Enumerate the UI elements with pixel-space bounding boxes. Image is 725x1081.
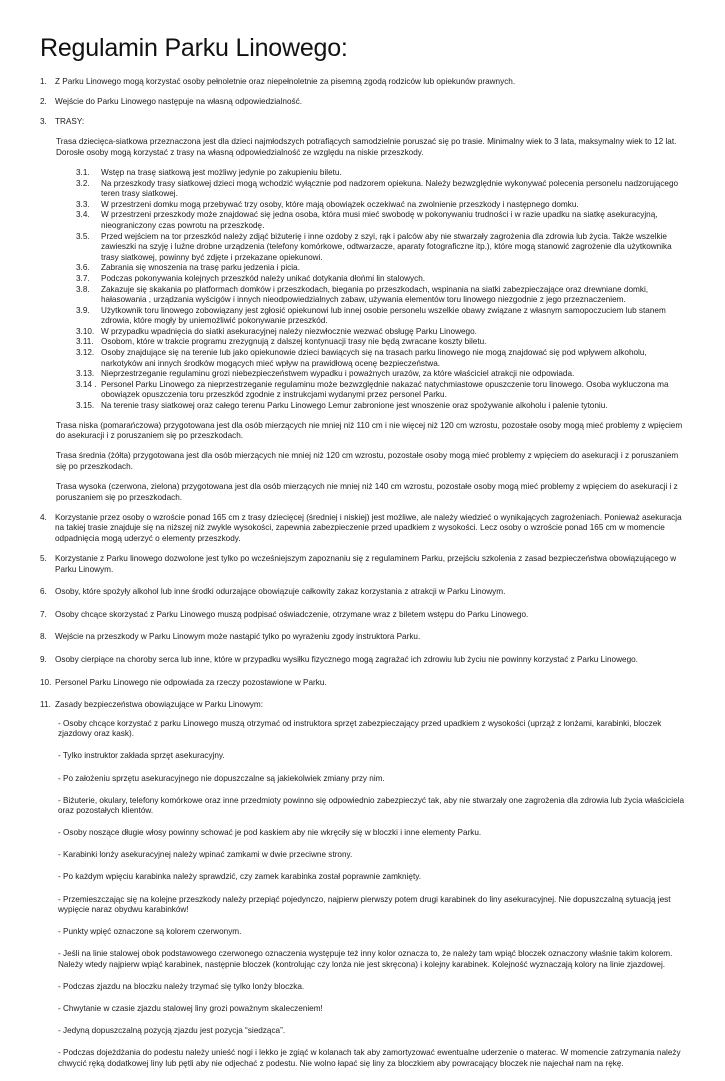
sub-item-text: Podczas pokonywania kolejnych przeszkód należy unikać dotykania dłońmi lin stalowych. <box>101 273 426 283</box>
list-item <box>40 655 690 666</box>
sub-item-number: 3.3. <box>76 199 90 209</box>
sub-item-number: 3.6. <box>76 263 90 273</box>
sub-item-text: Na terenie trasy siatkowej oraz całego terenu Parku Linowego Lemur zabronione jest wnoszenie oraz spożywanie alkoholu i palenie tytoniu. <box>101 401 608 411</box>
sub-list-item <box>40 263 690 274</box>
sub-item-text: Na przeszkody trasy siatkowej dzieci mogą wchodzić wyłącznie pod nadzorem opiekuna. Należy bezwzględnie wykonywać polecenia personelu nadzorującego teren trasy siatkowej. <box>101 178 679 199</box>
item-text: TRASY: <box>55 117 85 127</box>
safety-rule: - Biżuterie, okulary, telefony komórkowe oraz inne przedmioty powinno się odpowiednio zabezpieczyć tak, aby nie stwarzały one zagrożenia dla zdrowia lub życia właściciela oraz pozostałych klientów. <box>58 795 685 816</box>
sub-list-item <box>40 168 690 179</box>
safety-rule: - Jeśli na linie stalowej obok podstawowego czerwonego oznaczenia występuje też inny kolor oznacza to, że należy tam wpiąć bloczek oznaczony właśnie takim kolorem. Należy wtedy najpierw wpiąć karabinek, następnie bloczek (kontrolując czy lonża nie jest skręcona) i kolejny karabinek. Kolejność wyznaczają kolory na linie zjazdowej. <box>58 949 673 969</box>
item-number: 6. <box>40 587 47 597</box>
sub-item-number: 3.1. <box>76 167 90 177</box>
sub-list-item <box>40 327 690 338</box>
safety-rule: - Tylko instruktor zakłada sprzęt asekuracyjny. <box>58 751 225 761</box>
item-text: Wejście do Parku Linowego następuje na własną odpowiedzialność. <box>55 97 302 107</box>
sub-item-number: 3.7. <box>76 273 90 283</box>
item-number: 4. <box>40 512 47 522</box>
item-number: 2. <box>40 97 47 107</box>
sub-item-number: 3.4. <box>76 210 90 220</box>
sub-list-item <box>40 348 690 369</box>
sub-item-text: W przestrzeni domku mogą przebywać trzy osoby, które mają obowiązek oczekiwać na zwolnienie przeszkody i następnego domku. <box>101 199 579 209</box>
item-number: 7. <box>40 609 47 619</box>
sub-list-item <box>40 285 690 306</box>
sub-item-text: Przed wejściem na tor przeszkód należy zdjąć biżuterię i inne ozdoby z szyi, rąk i palców aby nie stwarzały zagrożenia dla zdrowia lub życia. Także wszelkie zawieszki na szyję i luźne drobne urządzenia (telefony komórkowe, odtwarzacze, aparaty fotograficzne itp.), które mogą stanowić zagrożenie dla użytkownika trasy siatkowej, powinny być zdjęte i przekazane opiekunowi. <box>101 231 672 262</box>
sub-list-item <box>40 369 690 380</box>
safety-rule: - Po każdym wpięciu karabinka należy sprawdzić, czy zamek karabinka został poprawnie zamknięty. <box>58 872 421 882</box>
trasa-srednia: Trasa średnia (żółta) przygotowana jest dla osób mierzących nie mniej niż 120 cm wzrostu, pozostałe osoby mogą mieć problemy z wpięciem do asekuracji i z poruszaniem się po przeszkodach. <box>56 451 679 471</box>
trasy-intro: Trasa dziecięca-siatkowa przeznaczona jest dla dzieci najmłodszych potrafiących samodzielnie poruszać się po trasie. Minimalny wiek to 3 lata, maksymalny wiek to 12 lat. Dorosłe osoby mogą korzystać z trasy na własną odpowiedzialność ze względu na niskie przeszkody. <box>56 137 677 157</box>
sub-list-item <box>40 210 690 231</box>
trasa-niska: Trasa niska (pomarańczowa) przygotowana jest dla osób mierzących nie mniej niż 110 cm i nie więcej niż 120 cm wzrostu, pozostałe osoby mogą mieć problemy z wpięciem do asekuracji i z poruszaniem się po przeszkodach. <box>56 420 683 441</box>
sub-item-number: 3.10. <box>76 326 95 336</box>
list-item <box>40 700 690 711</box>
sub-list-item <box>40 337 690 348</box>
sub-list-item <box>40 401 690 412</box>
item-text: Osoby cierpiące na choroby serca lub inne, które w przypadku wysiłku fizycznego mogą zagrażać ich zdrowiu lub życiu nie powinny korzystać z Parku Linowego. <box>55 654 638 664</box>
page-title: Regulamin Parku Linowego: <box>40 34 348 62</box>
sub-item-text: Personel Parku Linowego za nieprzestrzeganie regulaminu może bezwzględnie nakazać natychmiastowe opuszczenie toru linowego. Osoba wykluczona ma obowiązek opuszczenia toru przeszkód zgodnie z instrukcjami wydanymi przez personel Parku. <box>101 379 669 400</box>
sub-list-item <box>40 380 690 401</box>
item-text: Personel Parku Linowego nie odpowiada za rzeczy pozostawione w Parku. <box>55 677 327 687</box>
item-text: Osoby, które spożyły alkohol lub inne środki odurzające obowiązuje całkowity zakaz korzystania z atrakcji w Parku Linowym. <box>55 587 506 597</box>
item-number: 8. <box>40 632 47 642</box>
sub-list-item <box>40 306 690 327</box>
safety-rule: - Osoby noszące długie włosy powinny schować je pod kaskiem aby nie wkręciły się w bloczki i inne elementy Parku. <box>58 828 482 838</box>
list-item <box>40 513 690 545</box>
item-text: Osoby chcące skorzystać z Parku Linowego muszą podpisać oświadczenie, otrzymane wraz z biletem wstępu do Parku Linowego. <box>55 609 529 619</box>
list-item <box>40 587 690 598</box>
safety-rule: - Przemieszczając się na kolejne przeszkody należy przepiąć pojedynczo, najpierw pierwszy potem drugi karabinek do liny asekuracyjnej. Nie dopuszczalną sytuacją jest wypięcie naraz obydwu karabinków! <box>58 894 671 915</box>
sub-list <box>40 168 690 412</box>
safety-rule: - Chwytanie w czasie zjazdu stalowej liny grozi poważnym skaleczeniem! <box>58 1004 323 1014</box>
sub-item-number: 3.8. <box>76 284 90 294</box>
list-item <box>40 632 690 643</box>
list-item <box>40 678 690 689</box>
sub-item-text: W przypadku wpadnięcia do siatki asekuracyjnej należy niezwłocznie wezwać obsługę Parku Linowego. <box>101 326 477 336</box>
sub-item-text: Zakazuje się skakania po platformach domków i przeszkodach, biegania po przeszkodach, wspinania na siatki zabezpieczające oraz drewniane domki, hałasowania , urządzania wyścigów i innych nieodpowiedzialnych zabaw, używania elementów toru linowego niezgodnie z jego przeznaczeniem. <box>101 284 649 305</box>
item-number: 10. <box>40 677 52 687</box>
safety-rule: - Jedyną dopuszczalną pozycją zjazdu jest pozycja “siedząca”. <box>58 1026 286 1036</box>
sub-item-text: W przestrzeni przeszkody może znajdować się jedna osoba, która musi mieć swobodę w pokonywaniu trudności i w razie upadku na siatkę asekuracyjną, nieograniczony czas powrotu na przeszkodę. <box>101 210 658 230</box>
item-number: 3. <box>40 117 47 127</box>
sub-item-number: 3.15. <box>76 401 95 411</box>
safety-rule: - Podczas dojeżdżania do podestu należy unieść nogi i lekko je zgiąć w kolanach tak aby zamortyzować ewentualne uderzenie o materac. W momencie zatrzymania należy chwycić ręką dodatkowej liny lub pętli aby nie odjechać z podestu. Nie wolno łapać się liny za bloczkiem aby powracający bloczek nie najechał nam na rękę. <box>58 1048 681 1068</box>
sub-item-text: Nieprzestrzeganie regulaminu grozi niebezpieczeństwem wypadku i poważnych urazów, za które właściciel atrakcji nie odpowiada. <box>101 369 575 379</box>
list-item <box>40 97 690 108</box>
sub-item-text: Użytkownik toru linowego zobowiązany jest zgłosić opiekunowi lub innej osobie personelu wszelkie obawy związane z własnym samopoczuciem lub stanem zdrowia, które mogły by uniemożliwić pokonywanie przeszkód. <box>101 305 666 326</box>
sub-item-number: 3.5. <box>76 231 90 241</box>
item-number: 5. <box>40 553 47 563</box>
item-text: Korzystanie przez osoby o wzroście ponad 165 cm z trasy dziecięcej (średniej i niskiej) jest możliwe, ale należy wiedzieć o wynikających zagrożeniach. Ponieważ asekuracja na takiej trasie znajduje się na niższej niż zwykle wysokości, zapewnia zabezpieczenie przed upadkiem z wysokości. Lecz osoby o wzroście ponad 165 cm w momencie odpadnięcia mogą uderzyć o elementy przeszkody. <box>55 512 682 543</box>
sub-list-item <box>40 274 690 285</box>
item-number: 9. <box>40 654 47 664</box>
sub-item-number: 3.12. <box>76 348 95 358</box>
sub-item-number: 3.14 . <box>76 379 97 389</box>
sub-list-item <box>40 232 690 264</box>
safety-rule: - Karabinki lonży asekuracyjnej należy wpinać zamkami w dwie przeciwne strony. <box>58 850 353 860</box>
sub-item-number: 3.9. <box>76 305 90 315</box>
sub-item-number: 3.11. <box>76 337 94 347</box>
safety-rule: - Podczas zjazdu na bloczku należy trzymać się tylko lonży bloczka. <box>58 982 305 992</box>
sub-item-number: 3.13. <box>76 369 95 379</box>
list-item <box>40 554 690 575</box>
safety-rule: - Osoby chcące korzystać z parku Linowego muszą otrzymać od instruktora sprzęt zabezpieczający przed upadkiem z wysokości (uprząż z lonżami, karabinki, bloczek zjazdowy oraz kask). <box>58 718 662 739</box>
sub-list-item <box>40 179 690 200</box>
safety-rule: - Po założeniu sprzętu asekuracyjnego nie dopuszczalne są jakiekolwiek zmiany przy nim. <box>58 773 385 783</box>
item-text: Z Parku Linowego mogą korzystać osoby pełnoletnie oraz niepełnoletnie za pisemną zgodą rodziców lub opiekunów prawnych. <box>55 77 516 86</box>
list-item <box>40 77 690 88</box>
item-number: 11. <box>40 700 51 710</box>
list-item <box>40 610 690 621</box>
sub-item-number: 3.2. <box>76 178 90 188</box>
sub-item-text: Wstęp na trasę siatkową jest możliwy jedynie po zakupieniu biletu. <box>101 167 342 177</box>
list-item <box>40 117 690 128</box>
item-number: 1. <box>40 77 47 86</box>
regulations-body <box>40 77 690 1081</box>
sub-item-text: Osoby znajdujące się na terenie lub jako opiekunowie dzieci bawiących się na trasach parku linowego nie mogą znajdować się pod wpływem alkoholu, narkotyków ani innych środków mogących mieć wpływ na prawidłową ocenę bezpieczeństwa. <box>101 348 647 368</box>
trasa-wysoka: Trasa wysoka (czerwona, zielona) przygotowana jest dla osób mierzących nie mniej niż 140 cm wzrostu, pozostałe osoby mogą mieć problemy z wpięciem do asekuracji i z poruszaniem się po przeszkodach. <box>56 482 678 502</box>
safety-rule: - Punkty wpięć oznaczone są kolorem czerwonym. <box>58 927 242 937</box>
item-text: Zasady bezpieczeństwa obowiązujące w Parku Linowym: <box>55 700 263 710</box>
item-text: Korzystanie z Parku linowego dozwolone jest tylko po wcześniejszym zapoznaniu się z regulaminem Parku, przejściu szkolenia z zasad bezpieczeństwa obowiązującego w Parku Linowym. <box>55 553 677 574</box>
sub-list-item <box>40 200 690 211</box>
sub-item-text: Osobom, które w trakcie programu zrezygnują z dalszej kontynuacji trasy nie będą zwracane koszty biletu. <box>101 337 487 347</box>
item-text: Wejście na przeszkody w Parku Linowym może nastąpić tylko po wyrażeniu zgody instruktora Parku. <box>55 632 421 642</box>
sub-item-text: Zabrania się wnoszenia na trasę parku jedzenia i picia. <box>101 263 300 273</box>
